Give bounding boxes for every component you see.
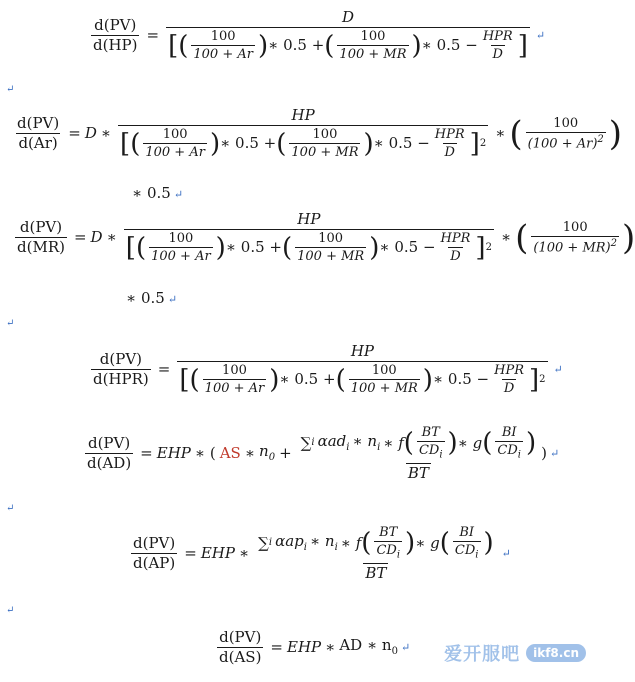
paragraph-mark-icon: ↵ (6, 318, 15, 329)
equation-ar: $\frac{d(PV)}{d(Ar)}$ = D ∗ HP [ ( $\frac{100}{100 + Ar}$ ) ∗ 0.5 + ( $\frac{100}{100 + MR}$ ) ∗ 0.5 − $\frac{\text{HPR}}{D}$ ] 2 ∗ ( $\frac{100}{(100 + Ar)^2}$ ) (17, 106, 623, 160)
watermark-logo (444, 640, 586, 666)
as-highlight: AS (219, 443, 241, 462)
lhs-fraction (91, 18, 139, 53)
rhs-denominator: [ ( $\frac{100}{100 + Ar}$ ) ∗ 0.5 + ( $\frac{100}{100 + MR}$ ) ∗ 0.5 − $\frac{\text{HPR}}{D}$ ] (168, 29, 528, 62)
equation-ar-tail: ∗ 0.5 ↵ (132, 184, 184, 202)
equation-hpr: $\frac{d(PV)}{\text{d(HPR)}}$ = HP [ ( $\frac{100}{100 + Ar}$ ) ∗ 0.5 + ( $\frac{100}{100 + MR}$ ) ∗ 0.5 − $\frac{\text{HPR}}{D}$ ] 2 ↵ (93, 342, 563, 396)
rhs-numerator: D (341, 8, 354, 26)
paragraph-mark-icon: ↵ (6, 84, 15, 95)
equation-mr: $\frac{d(PV)}{d(MR)}$ = D ∗ HP [ ( $\frac{100}{100 + Ar}$ ) ∗ 0.5 + ( $\frac{100}{100 + MR}$ ) ∗ 0.5 − $\frac{\text{HPR}}{D}$ ] 2 ∗ ( $\frac{100}{(100 + MR)^2}$ ) (17, 210, 635, 264)
watermark-text: 爱开服吧 (444, 644, 521, 665)
equation-mr-tail: ∗ 0.5 ↵ (126, 289, 178, 307)
lhs-denominator: d(HP) (93, 36, 138, 54)
equation-as: $\frac{d(PV)}{d(AS)}$ = EHP ∗ AD ∗ $n_0$ ↵ (219, 628, 411, 666)
rhs-fraction (166, 10, 530, 61)
lhs-numerator: d(PV) (94, 16, 137, 34)
equation-ap: $\frac{d(PV)}{d(AP)}$ = EHP ∗ ∑ i αap$_i$ ∗ $n_i$ ∗ f ( $\frac{BT}{CD_i}$ ) ∗ g ( $\frac{BI}{CD_i}$ ) BT ↵ (133, 525, 511, 582)
equation-ad: $\frac{d(PV)}{d(AD)}$ = EHP ∗ ( AS ∗ $n_0$ + ∑ i αad$_i$ ∗ $n_i$ ∗ f ( $\frac{BT}{CD_i}$ ) ∗ g ( $\frac{BI}{CD_i}$ ) BT ) ↵ (87, 425, 560, 482)
equation-hp: $\frac{d(PV)}{d(HP)}$ = D [ ( $\frac{100}{100 + Ar}$ ) ∗ 0.5 + ( $\frac{100}{100 + MR}$ ) ∗ 0.5 − $\frac{\text{HPR}}{D}$ ] ↵ (93, 8, 546, 62)
paragraph-mark-icon: ↵ (6, 503, 15, 514)
paragraph-mark-icon: ↵ (535, 29, 546, 42)
watermark-url: ikf8.cn (526, 644, 586, 662)
paragraph-mark-icon: ↵ (6, 605, 15, 616)
